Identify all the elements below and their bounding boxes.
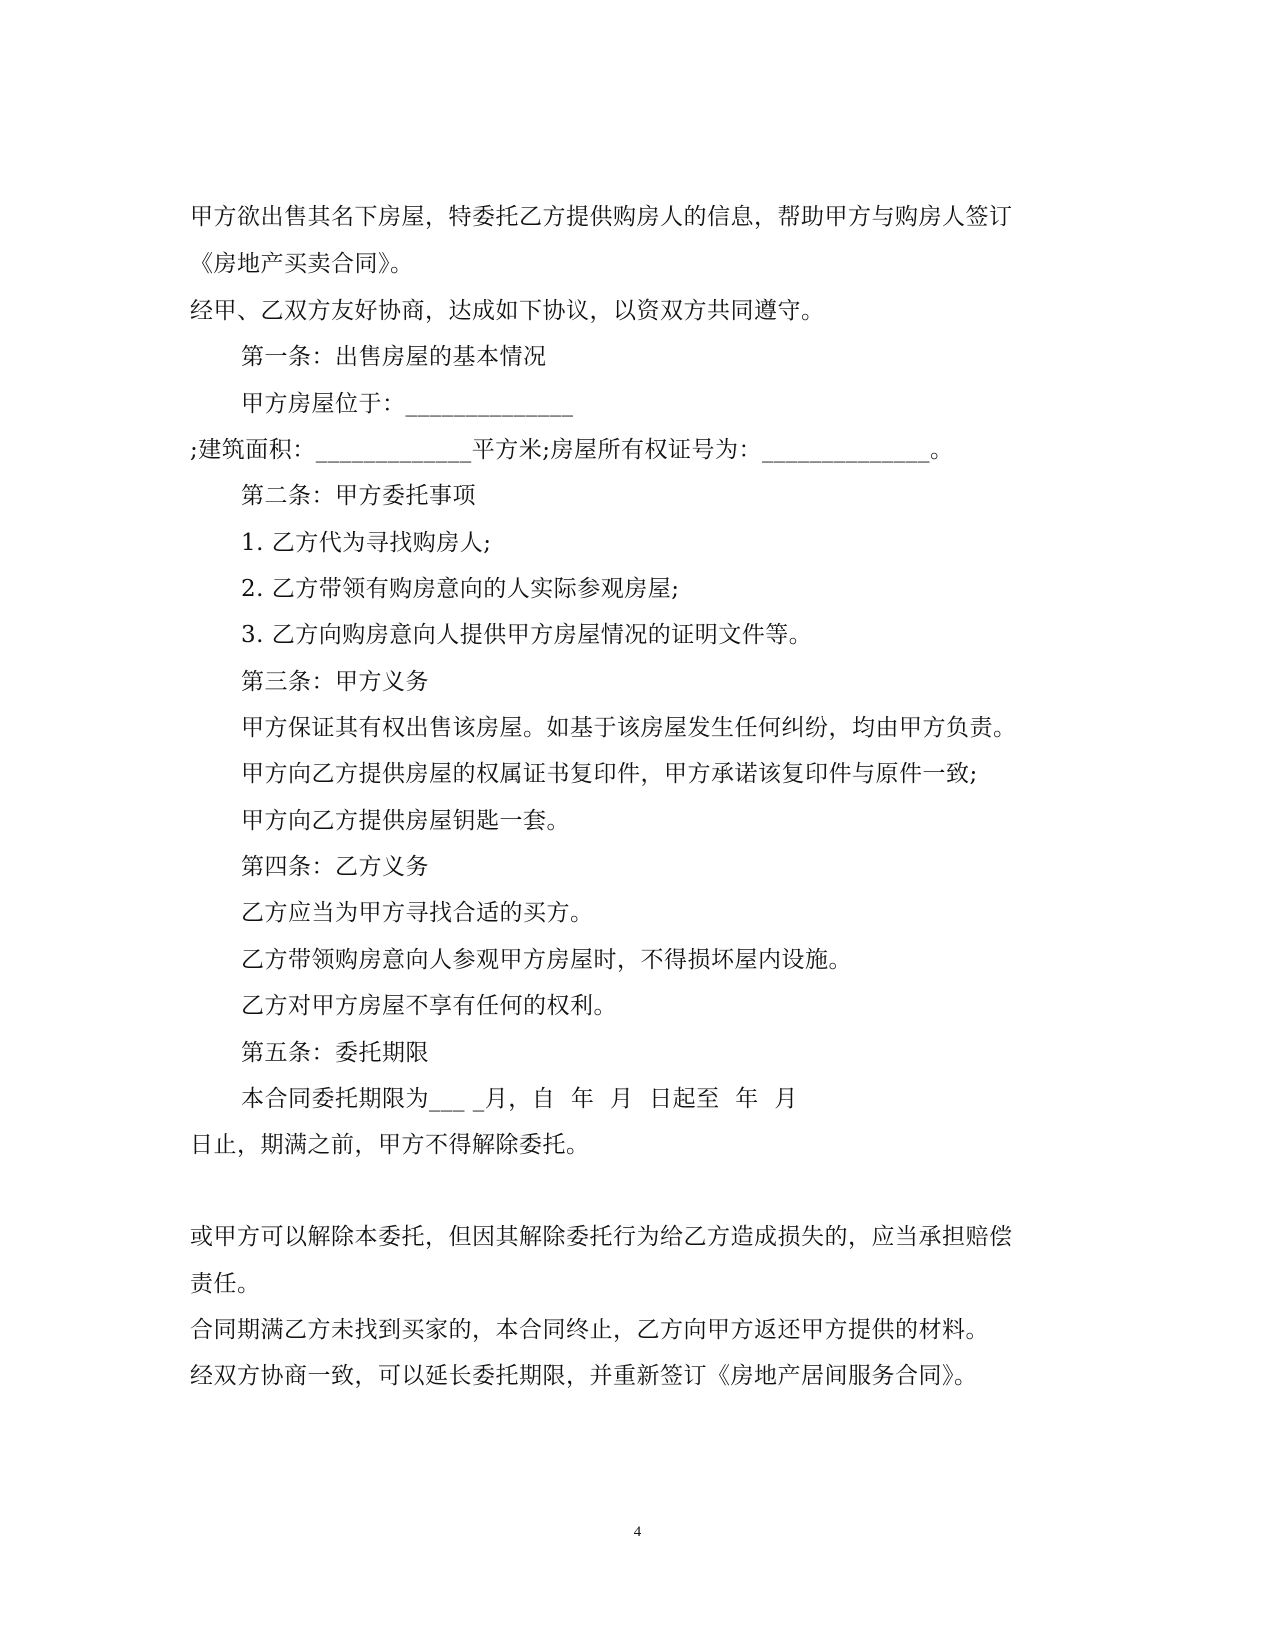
extension-clause: 经双方协商一致，可以延长委托期限，并重新签订《房地产居间服务合同》。 [190, 1363, 978, 1389]
party-b-duty-1: 乙方应当为甲方寻找合适的买方。 [241, 900, 594, 926]
article-2-heading: 第二条：甲方委托事项 [241, 483, 476, 509]
paragraph-agreement: 经甲、乙双方友好协商，达成如下协议，以资双方共同遵守。 [190, 298, 825, 324]
expiry-clause: 合同期满乙方未找到买家的，本合同终止，乙方向甲方返还甲方提供的材料。 [190, 1317, 989, 1343]
termination-clause-line-1: 或甲方可以解除本委托，但因其解除委托行为给乙方造成损失的，应当承担赔偿 [190, 1224, 1013, 1250]
property-location-line: 甲方房屋位于：______________ [241, 391, 574, 417]
list-item-3: 3. 乙方向购房意向人提供甲方房屋情况的证明文件等。 [241, 622, 813, 648]
property-area-certificate-line: ;建筑面积：_____________平方米;房屋所有权证号为：______________。 [190, 437, 954, 463]
article-4-heading: 第四条：乙方义务 [241, 854, 429, 880]
party-b-duty-2: 乙方带领购房意向人参观甲方房屋时，不得损坏屋内设施。 [241, 947, 852, 973]
party-a-duty-2: 甲方向乙方提供房屋的权属证书复印件，甲方承诺该复印件与原件一致; [241, 761, 978, 787]
article-5-heading: 第五条：委托期限 [241, 1040, 429, 1066]
paragraph-intro-line-1: 甲方欲出售其名下房屋，特委托乙方提供购房人的信息，帮助甲方与购房人签订 [190, 204, 1013, 230]
article-3-heading: 第三条：甲方义务 [241, 669, 429, 695]
party-a-duty-1: 甲方保证其有权出售该房屋。如基于该房屋发生任何纠纷，均由甲方负责。 [241, 715, 1017, 741]
party-a-duty-3: 甲方向乙方提供房屋钥匙一套。 [241, 808, 570, 834]
term-period-line-1: 本合同委托期限为___ _月，自 年 月 日起至 年 月 [241, 1086, 798, 1112]
list-item-2: 2. 乙方带领有购房意向的人实际参观房屋; [241, 576, 680, 602]
term-period-line-2: 日止，期满之前，甲方不得解除委托。 [190, 1132, 590, 1158]
termination-clause-line-2: 责任。 [190, 1271, 261, 1297]
party-b-duty-3: 乙方对甲方房屋不享有任何的权利。 [241, 993, 617, 1019]
page-number: 4 [633, 1524, 642, 1540]
paragraph-intro-line-2: 《房地产买卖合同》。 [190, 251, 414, 277]
article-1-heading: 第一条：出售房屋的基本情况 [241, 344, 547, 370]
list-item-1: 1. 乙方代为寻找购房人; [241, 530, 492, 556]
